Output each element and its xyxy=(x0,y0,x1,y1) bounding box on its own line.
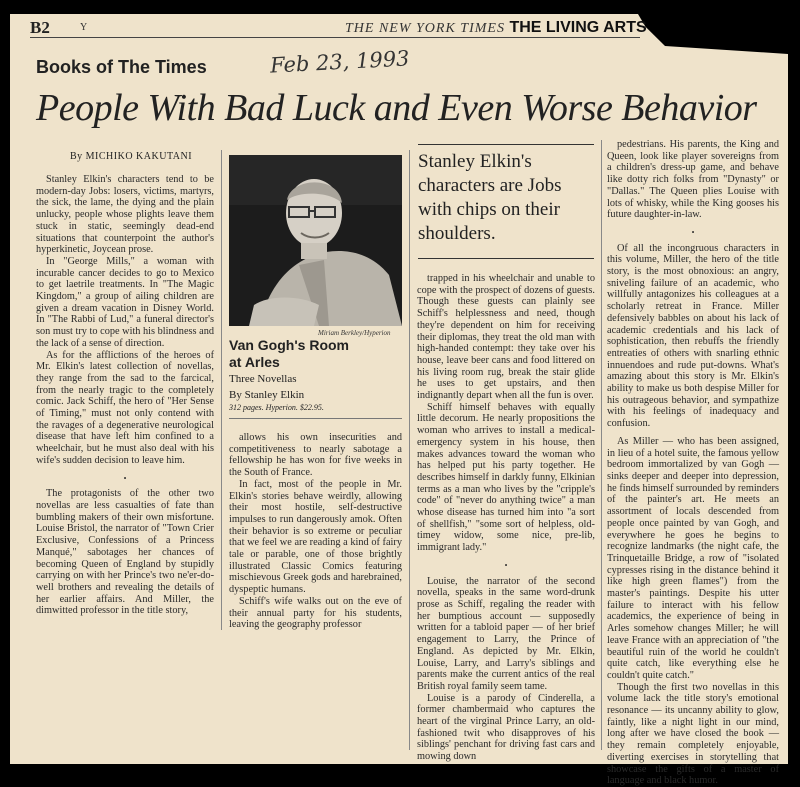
section-break: • xyxy=(691,227,695,237)
paragraph: As Miller — who has been assigned, in lieu of a hotel suite, the famous yellow bedroom immortalized by van Gogh — sinks deeper and deeper into depression, he finds himself surrounded by reminders of the painter's art. He meets an assortment of locals descended from people once painted by van Gogh, and everywhere he goes he begins to recognize landmarks (the night cafe, the Trinquetaille Bridge, a row of "isolated cypresses rising in the distance behind it like high green flames") from the master's paintings. Despite his utter failure to interact with his fellow academics, the experience of being in Arles somehow changes Miller; he will leave France with an appreciation of "the beautiful ruin of the world he couldn't quite catch, like everything else he couldn't quite catch." xyxy=(607,435,779,681)
paper-name: THE NEW YORK TIMES xyxy=(345,21,505,36)
section-break: • xyxy=(504,560,508,570)
article-column-1 xyxy=(36,174,214,617)
article-column-4 xyxy=(607,139,779,787)
paragraph: The protagonists of the other two novellas are less casualties of fate than bumbling makers of their own misfortune. Louise Bristol, the narrator of "Town Crier Exclusive, Confessions of a Princess Manqué," sabotages her chances of becoming Queen of England by stupidly carrying on with her Prince's two ne'er-do-well brothers and revealing the details of her earlier affairs. And Miller, the dimwitted professor in the title story, xyxy=(36,488,214,617)
paragraph: In fact, most of the people in Mr. Elkin's stories behave weirdly, allowing their most hostile, self-destructive impulses to run dangerously amok. Often their behavior is so extreme or peculiar that we feel we are reading a kind of fairy tale or parable, one of those brightly illustrated Classic Comics featuring mischievous Greek gods and harebrained, dyspeptic humans. xyxy=(229,478,402,596)
section-break: • xyxy=(123,473,127,483)
column-rule xyxy=(221,150,222,630)
byline: By MICHIKO KAKUTANI xyxy=(70,151,193,162)
pull-quote-rule xyxy=(418,144,594,145)
pull-quote: Stanley Elkin's characters are Jobs with chips on their shoulders. xyxy=(418,151,562,244)
paragraph: Of all the incongruous characters in this volume, Miller, the hero of the title story, is the most obnoxious: an angry, sniveling failure of an academic, who willfully antagonizes his colleagues at a scholarly retreat in France. Miller defensively babbles on about his lack of academic credentials and his lack of sophistication, then rebuffs the friendly entreaties of others with snarling ethnic innuendoes and rude put-downs. What's amazing about this story is Mr. Elkin's ability to make us both despise Miller for his outrageous behavior, and sympathize with his feelings of inadequacy and confusion. xyxy=(607,242,779,430)
paragraph: Stanley Elkin's characters tend to be modern-day Jobs: losers, victims, martyrs, the sick, the lame, the dying and the plain unlucky, people whose plights leave them stuck in static, seemingly dead-end situations that counterpoint the author's hyperkinetic, Joycean prose. xyxy=(36,174,214,256)
portrait-illustration xyxy=(229,155,402,326)
paragraph: As for the afflictions of the heroes of Mr. Elkin's latest collection of novellas, they range from the sad to the farcical, from the nearly tragic to the completely comic. Jack Schiff, the hero of "Her Sense of Timing," must not only contend with the ravages of a degenerative neurological disease that have left him confined to a wheelchair, but he must also deal with his wife's sudden decision to leave him. xyxy=(36,349,214,466)
book-title xyxy=(229,337,349,371)
book-subtitle: Three Novellas xyxy=(229,373,297,385)
book-author: By Stanley Elkin xyxy=(229,389,305,401)
paragraph: trapped in his wheelchair and unable to cope with the prospect of dozens of guests. Though these guests can plainly see Schiff's helplessness and need, though they're dependent on him for receiving their diplomas, they treat the old man with high-handed contempt: they take over his house, leave beer cans and food littered on his living room rug, break the stair glide he uses to get upstairs, and then indignantly depart when all the fun is over. xyxy=(417,273,595,402)
handwritten-date: Feb 23, 1993 xyxy=(269,46,411,78)
page-mark: Y xyxy=(80,22,88,33)
section-label: THE LIVING ARTS xyxy=(509,19,647,36)
paragraph: pedestrians. His parents, the King and Queen, look like player sovereigns from a children's dress-up game, and behave like dotty rich folks from "Dynasty" or "Dallas." The Queen plies Louise with lots of whisky, while the King gooses his future daughter-in-law. xyxy=(607,139,779,221)
article-column-2 xyxy=(229,432,402,631)
column-rule xyxy=(409,150,410,750)
book-info-rule xyxy=(229,418,402,419)
paragraph: Schiff's wife walks out on the eve of their annual party for his students, leaving the geography professor xyxy=(229,595,402,631)
paragraph: allows his own insecurities and competitiveness to nearly sabotage a fellowship he has won for five weeks in the South of France. xyxy=(229,432,402,479)
paragraph: Louise, the narrator of the second novella, speaks in the same word-drunk prose as Schiff, regaling the reader with her bumptious account — supposedly written for a tabloid paper — of her brief engagement to Larry, the Prince of England. As depicted by Mr. Elkin, Louise, Larry, and Larry's siblings and parents make the current antics of the real British royal family seem tame. xyxy=(417,575,595,692)
article-column-3 xyxy=(417,273,595,763)
author-photo xyxy=(229,155,402,326)
page-number: B2 xyxy=(30,18,50,37)
paragraph: Schiff himself behaves with equally little decorum. He nearly propositions the woman who arrives to install a medical-emergency system in his house, then makes advances toward the woman who has helped put his party together. He describes himself in darkly funny, Elkinian terms as a man who lives by the "cripple's code" of "never do anything twice" a man whose disease has turned him into "a sort of shellfish," "some sort of helpless, old-timey widow, some nice, pre-lib, immigrant lady." xyxy=(417,401,595,554)
section-title: Books of The Times xyxy=(36,57,207,77)
top-rule xyxy=(30,37,640,38)
paragraph: Though the first two novellas in this volume lack the title story's emotional resonance — its uncanny ability to glow, faintly, like a night light in our mind, long after we have closed the book — they remain completely enjoyable, diverting exercises in storytelling that showcase the gifts of a master of language and black humor. xyxy=(607,681,779,787)
paragraph: In "George Mills," a woman with incurable cancer decides to go to Mexico to get laetrile treatments. In "The Magic Kingdom," a group of ailing children are given a dream vacation in Disney World. In "The Rabbi of Lud," a funeral director's son must try to cope with his blindness and the lack of a sense of direction. xyxy=(36,255,214,349)
photo-credit: Miriam Berkley/Hyperion xyxy=(318,329,391,337)
book-title-line: at Arles xyxy=(229,354,280,370)
column-rule xyxy=(601,140,602,750)
book-title-line: Van Gogh's Room xyxy=(229,337,350,353)
paragraph: Louise is a parody of Cinderella, a former chambermaid who captures the heart of the virginal Prince Larry, an old-fashioned twit who disapproves of his siblings' penchant for driving fast cars and mowing down xyxy=(417,692,595,763)
running-head xyxy=(345,19,647,37)
pull-quote-rule xyxy=(418,258,594,259)
headline: People With Bad Luck and Even Worse Behavior xyxy=(36,87,757,129)
book-publication: 312 pages. Hyperion. $22.95. xyxy=(229,403,324,412)
